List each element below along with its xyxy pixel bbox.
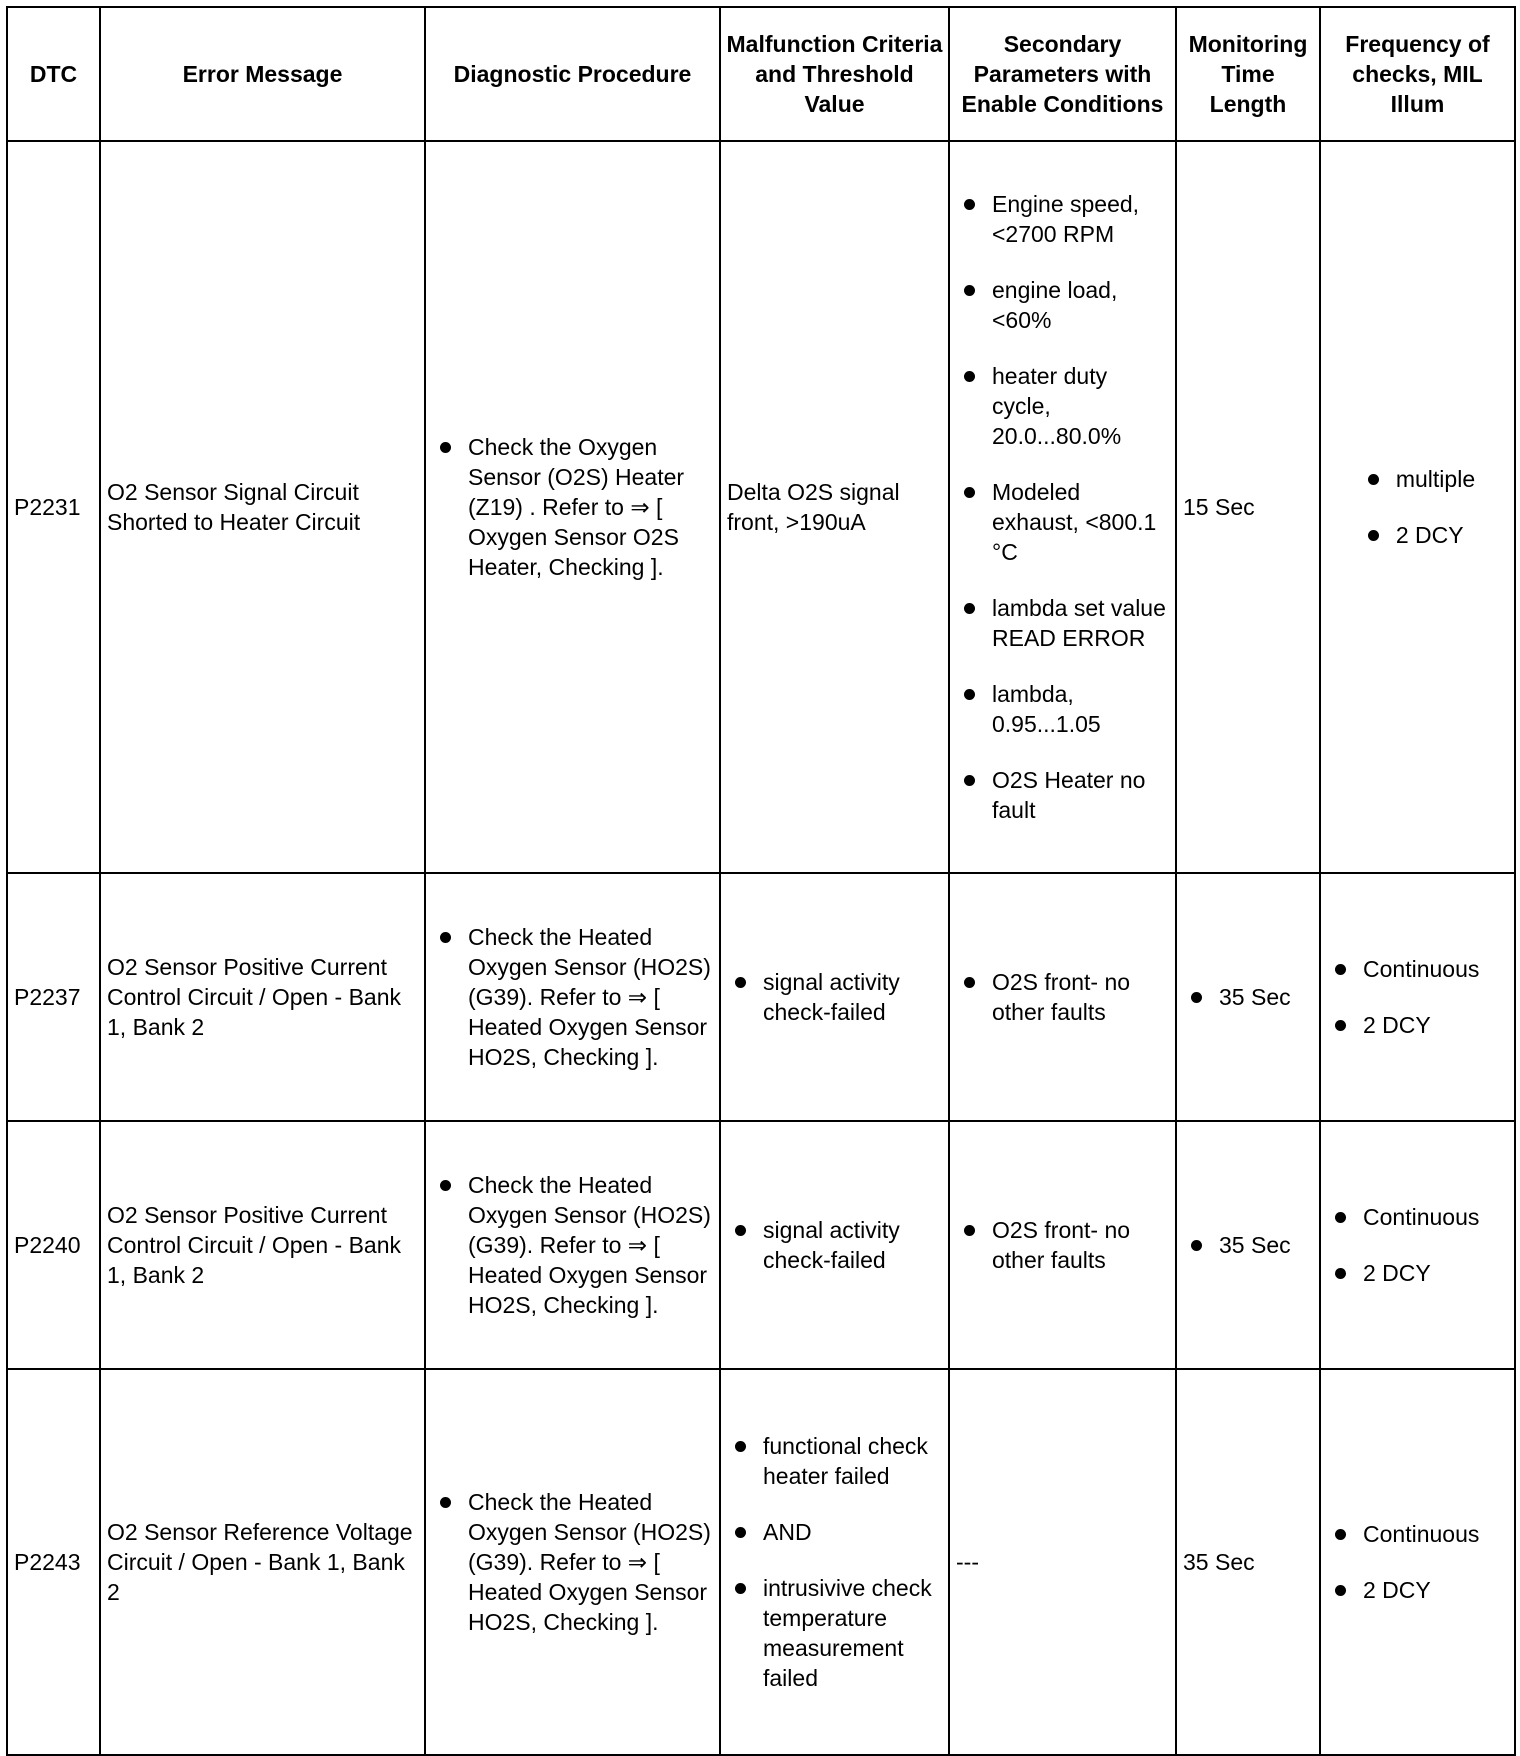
dtc-table [6,6,1516,1756]
frequency-list [1327,1519,1508,1605]
secondary-list [956,1215,1169,1275]
dtc-code: P2240 [7,1121,100,1369]
procedure-list [432,1170,713,1320]
procedure-item: Check the Heated Oxygen Sensor (HO2S) (G39). Refer to ⇒ [ Heated Oxygen Sensor HO2S, Checking ]. [432,1487,713,1637]
secondary-item: Engine speed, <2700 RPM [956,189,1169,249]
procedure-list [432,922,713,1072]
diagnostic-procedure [425,1121,720,1369]
monitoring-item: 35 Sec [1183,1230,1313,1260]
frequency-item: 2 DCY [1360,520,1475,550]
monitoring-list [1183,982,1313,1012]
header-diagnostic-procedure: Diagnostic Procedure [425,7,720,141]
monitoring-time [1176,873,1320,1121]
procedure-item: Check the Heated Oxygen Sensor (HO2S) (G39). Refer to ⇒ [ Heated Oxygen Sensor HO2S, Checking ]. [432,922,713,1072]
malfunction-criteria [720,1369,949,1755]
frequency-list [1327,1202,1508,1288]
criteria-list [727,1431,942,1693]
monitoring-time: 15 Sec [1176,141,1320,873]
header-error-message: Error Message [100,7,425,141]
frequency-item: multiple [1360,464,1475,494]
frequency [1320,873,1515,1121]
criteria-item: intrusivive check temperature measurement failed [727,1573,942,1693]
secondary-item: engine load, <60% [956,275,1169,335]
secondary-parameters: --- [949,1369,1176,1755]
dtc-code: P2237 [7,873,100,1121]
diagnostic-procedure [425,1369,720,1755]
secondary-item: Modeled exhaust, <800.1 °C [956,477,1169,567]
secondary-parameters [949,1121,1176,1369]
frequency-list [1327,954,1508,1040]
frequency-item: Continuous [1327,1202,1508,1232]
frequency-item: 2 DCY [1327,1010,1508,1040]
secondary-item: O2S front- no other faults [956,967,1169,1027]
dtc-code: P2243 [7,1369,100,1755]
secondary-item: lambda, 0.95...1.05 [956,679,1169,739]
frequency [1320,1369,1515,1755]
criteria-item: signal activity check-failed [727,1215,942,1275]
secondary-item: heater duty cycle, 20.0...80.0% [956,361,1169,451]
malfunction-criteria: Delta O2S signal front, >190uA [720,141,949,873]
header-frequency: Frequency of checks, MIL Illum [1320,7,1515,141]
monitoring-list [1183,1230,1313,1260]
monitoring-time [1176,1121,1320,1369]
monitoring-item: 35 Sec [1183,982,1313,1012]
criteria-item: signal activity check-failed [727,967,942,1027]
criteria-list [727,967,942,1027]
table-row [7,873,1515,1121]
secondary-item: O2S Heater no fault [956,765,1169,825]
frequency-item: Continuous [1327,954,1508,984]
malfunction-criteria [720,1121,949,1369]
table-row [7,1369,1515,1755]
table-row [7,1121,1515,1369]
criteria-item: functional check heater failed [727,1431,942,1491]
procedure-item: Check the Oxygen Sensor (O2S) Heater (Z19) . Refer to ⇒ [ Oxygen Sensor O2S Heater, Checking ]. [432,432,713,582]
criteria-list [727,1215,942,1275]
table-row [7,141,1515,873]
procedure-item: Check the Heated Oxygen Sensor (HO2S) (G39). Refer to ⇒ [ Heated Oxygen Sensor HO2S, Checking ]. [432,1170,713,1320]
frequency [1320,1121,1515,1369]
secondary-item: lambda set value READ ERROR [956,593,1169,653]
dtc-code: P2231 [7,141,100,873]
procedure-list [432,1487,713,1637]
error-message: O2 Sensor Positive Current Control Circuit / Open - Bank 1, Bank 2 [100,873,425,1121]
procedure-list [432,432,713,582]
error-message: O2 Sensor Positive Current Control Circuit / Open - Bank 1, Bank 2 [100,1121,425,1369]
diagnostic-procedure [425,141,720,873]
secondary-list [956,189,1169,825]
malfunction-criteria [720,873,949,1121]
header-dtc: DTC [7,7,100,141]
frequency-item: 2 DCY [1327,1258,1508,1288]
frequency [1320,141,1515,873]
error-message: O2 Sensor Signal Circuit Shorted to Heater Circuit [100,141,425,873]
diagnostic-procedure [425,873,720,1121]
error-message: O2 Sensor Reference Voltage Circuit / Open - Bank 1, Bank 2 [100,1369,425,1755]
header-malfunction-criteria: Malfunction Criteria and Threshold Value [720,7,949,141]
frequency-list [1360,464,1475,550]
header-monitoring-time: Monitoring Time Length [1176,7,1320,141]
secondary-parameters [949,141,1176,873]
frequency-item: Continuous [1327,1519,1508,1549]
monitoring-time: 35 Sec [1176,1369,1320,1755]
secondary-list [956,967,1169,1027]
header-row [7,7,1515,141]
header-secondary-parameters: Secondary Parameters with Enable Conditions [949,7,1176,141]
criteria-item: AND [727,1517,942,1547]
secondary-item: O2S front- no other faults [956,1215,1169,1275]
frequency-item: 2 DCY [1327,1575,1508,1605]
secondary-parameters [949,873,1176,1121]
